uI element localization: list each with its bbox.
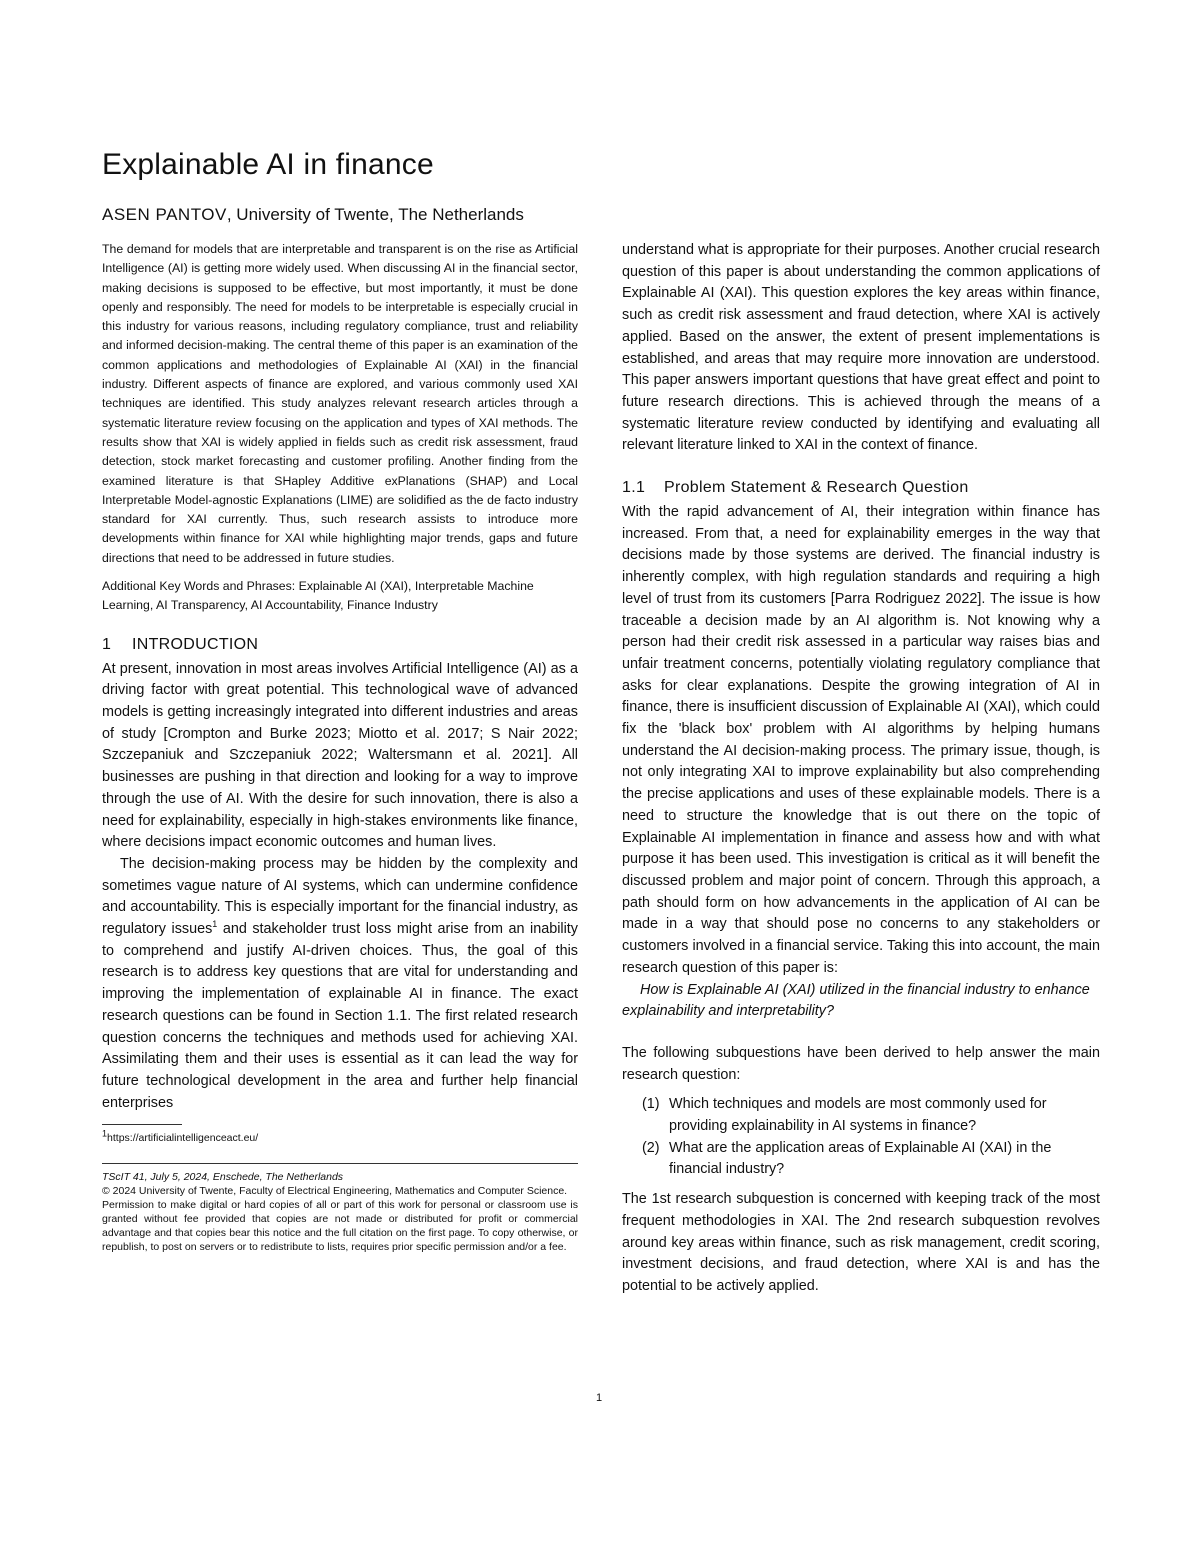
keywords: Additional Key Words and Phrases: Explainable AI (XAI), Interpretable Machine Learning, AI Transparency, AI Accountability, Finance Industry [102,579,534,613]
author-affiliation: , University of Twente, The Netherlands [226,205,524,224]
subquestions-explanation: The 1st research subquestion is concerned with keeping track of the most frequent methodologies in XAI. The 2nd research subquestion revolves around key areas within finance, such as risk management, credit scoring, investment decisions, and fraud detection, where XAI is and has the potential to be actively applied. [622,1191,1100,1294]
footnote-marker: 1 [212,919,218,930]
main-research-question: How is Explainable AI (XAI) utilized in the financial industry to enhance explainability and interpretability? [622,981,1090,1020]
subquestions-intro: The following subquestions have been derived to help answer the main research question: [622,1044,1100,1083]
left-column [102,240,578,1254]
intro-paragraph-2-part-b: and stakeholder trust loss might arise from an inability to comprehend and justify AI-driven choices. Thus, the goal of this research is to address key questions that are vital for understanding and improving the implementation of explainable AI in finance. The exact research questions can be found in Section 1.1. The first related research question concerns the techniques and methods used for achieving XAI. Assimilating them and their uses is essential as it can lead the way for future technological development in the area and further help financial enterprises [102,921,579,1111]
copyright-notice: © 2024 University of Twente, Faculty of Electrical Engineering, Mathematics and Computer Science. [102,1185,568,1198]
section-title: INTRODUCTION [132,635,259,653]
subquestion-list [622,1094,1100,1181]
subquestion-marker: (1) [642,1096,660,1113]
section-number: 1 [102,635,112,653]
intro-paragraph-2-continued: understand what is appropriate for their purposes. Another crucial research question of this paper is about understanding the common applications of Explainable AI (XAI). This question explores the key areas within finance, such as credit risk assessment and fraud detection, where XAI is actively applied. Based on the answer, the extent of present implementations is established, and areas that may require more innovation are understood. This paper answers important questions that have great effect and point to future research directions. This is achieved through the means of a systematic literature review conducted by identifying and evaluating all relevant literature linked to XAI in the context of finance. [622,242,1100,454]
section-title: Problem Statement & Research Question [664,479,969,497]
footnote-url: https://artificialintelligenceact.eu/ [107,1132,259,1145]
subquestion-item [622,1094,1100,1137]
abstract: The demand for models that are interpretable and transparent is on the rise as Artificial Intelligence (AI) is getting more widely used. When discussing AI in the financial sector, making decisions is supposed to be effective, but most importantly, it must be done openly and responsibly. The need for models to be interpretable is especially crucial in this industry for various reasons, including regulatory compliance, trust and reliability and informed decision-making. The central theme of this paper is an examination of the common applications and methodologies of Explainable AI (XAI) in the financial industry. Different aspects of finance are explored, and various commonly used XAI techniques are identified. This study analyzes relevant research articles through a systematic literature review focusing on the application and types of XAI methods. The results show that XAI is widely applied in fields such as credit risk assessment, fraud detection, stock market forecasting and customer profiling. Another finding from the examined literature is that SHapley Additive exPlanations (SHAP) and Local Interpretable Model-agnostic Explanations (LIME) are solidified as the de facto industry standard for XAI currently. Thus, such research assists to introduce more developments within finance for XAI while highlighting major trends, gaps and future directions that need to be addressed in future studies. [102,242,578,565]
subquestion-item [622,1138,1100,1181]
section-number: 1.1 [622,479,646,497]
author-name: ASEN PANTOV [102,205,227,224]
footnote-divider [102,1124,182,1125]
venue-divider [102,1163,578,1164]
subquestion-marker: (2) [642,1139,660,1156]
footnote [102,1128,578,1145]
intro-paragraph-1: At present, innovation in most areas involves Artificial Intelligence (AI) as a driving factor with great potential. This technological wave of advanced models is getting increasingly integrated into different industries and areas of study [Crompton and Burke 2023; Miotto et al. 2017; S Nair 2022; Szczepaniuk and Szczepaniuk 2022; Waltersmann et al. 2021]. All businesses are pushing in that direction and looking for a way to improve through the use of AI. With the desire for such innovation, there is also a need for explainability, especially in high-stakes environments like finance, where decisions impact economic outcomes and human lives. [102,660,578,851]
author-line [102,205,524,225]
intro-paragraph-2 [102,854,578,1114]
section-heading-introduction [102,636,578,654]
problem-paragraph: With the rapid advancement of AI, their integration within finance has increased. From that, a need for explainability emerges in the way that decisions made by those systems are derived. The financial industry is inherently complex, with high regulation standards and requiring a high level of trust from its customers [Parra Rodriguez 2022]. The issue is how traceable a decision made by an AI algorithm is. Not knowing why a person had their credit risk assessed in a particular way raises bias and unfair treatment concerns, potentially violating regulatory compliance that asks for clear explanations. Despite the growing integration of AI in finance, there is insufficient discussion of Explainable AI (XAI), which could fix the 'black box' problem with AI algorithms by helping humans understand the AI decision-making process. The primary issue, though, is not only integrating XAI to improve explainability but also comprehending the precise applications and uses of these explainable models. There is a need to structure the knowledge that is out there on the topic of Explainable AI implementation in finance and assess how and with what purpose it has been used. This investigation is critical as it will benefit the discussed problem and major point of concern. Through this approach, a path should form on how advancements in the application of AI can be made in a way that should pose no concerns to any stakeholders or customers involved in a financial service. Taking this into account, the main research question of this paper is: [622,504,1100,976]
paper-title: Explainable AI in finance [102,148,434,181]
permission-notice: Permission to make digital or hard copies of all or part of this work for personal or classroom use is granted without fee provided that copies are not made or distributed for profit or commercial advantage and that copies bear this notice and the full citation on the first page. To copy otherwise, or republish, to post on servers or to redistribute to lists, requires prior specific permission and/or a fee. [102,1199,578,1254]
intro-paragraph-2-part-a: The decision-making process may be hidden by the complexity and sometimes vague nature of AI systems, which can undermine confidence and accountability. This is especially important for the financial industry, as regulatory issues [102,855,578,938]
subquestion-text: Which techniques and models are most commonly used for providing explainability in AI systems in finance? [669,1096,1047,1135]
subquestion-text: What are the application areas of Explainable AI (XAI) in the financial industry? [669,1139,1052,1178]
section-heading-problem-statement [622,479,1100,497]
spacer [622,1023,1100,1043]
footnote-number: 1 [102,1128,108,1139]
right-column [622,240,1100,1298]
page-number: 1 [596,1392,603,1404]
venue-info: TScIT 41, July 5, 2024, Enschede, The Netherlands [102,1171,344,1184]
